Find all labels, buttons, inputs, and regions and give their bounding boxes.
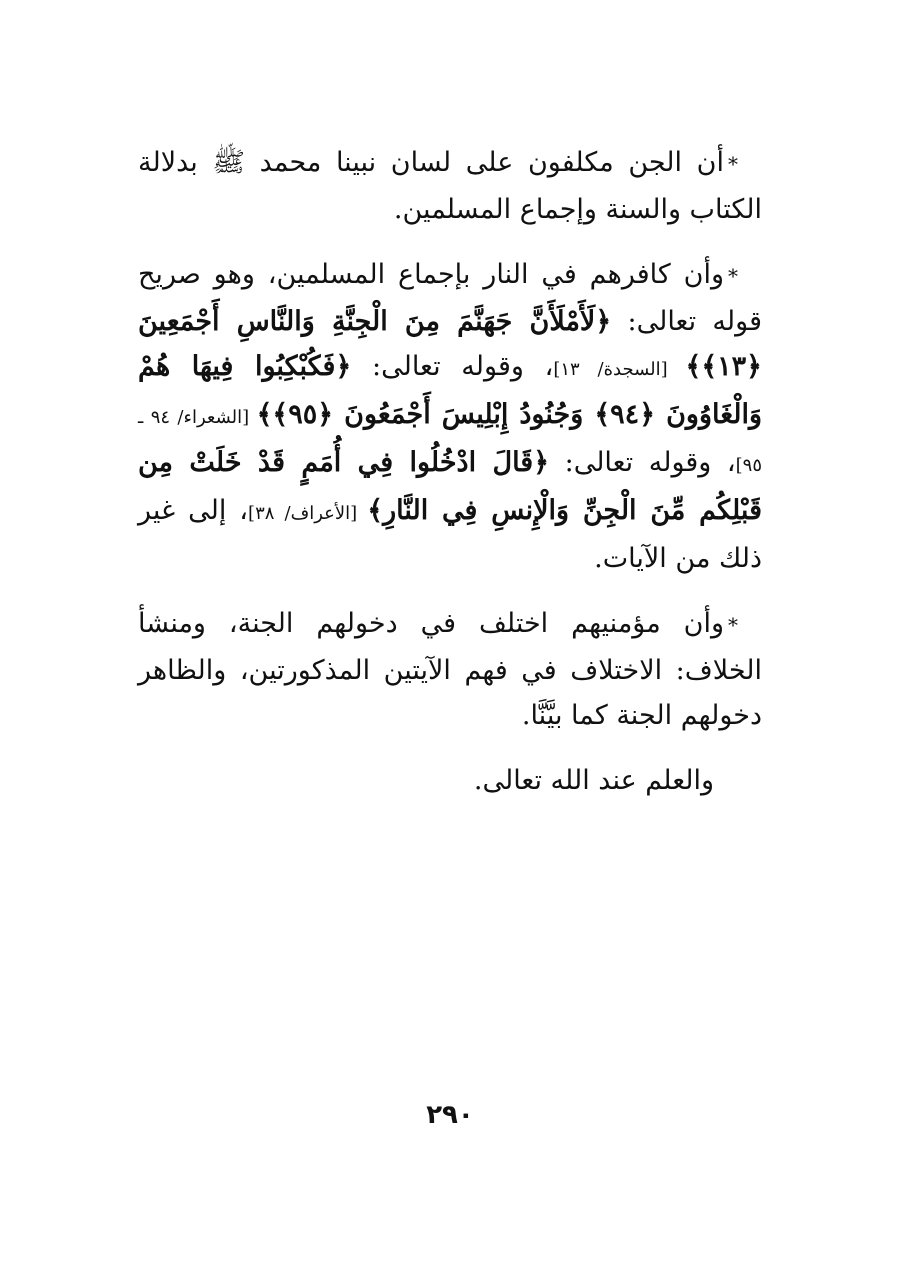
paragraph <box>138 252 762 581</box>
star-bullet-icon: * <box>728 264 738 288</box>
paragraph <box>138 601 762 738</box>
paragraph-text: أن الجن مكلفون على لسان نبينا محمد ﷺ بدلالة الكتاب والسنة وإجماع المسلمين. <box>138 147 762 225</box>
paragraph-text: والعلم عند الله تعالى. <box>473 765 714 796</box>
closing-line <box>138 758 762 803</box>
paragraph-text: ، وقوله تعالى: <box>351 351 554 382</box>
quran-verse: ﴿فَكُبْكِبُوا فِيهَا هُمْ وَالْغَاوُونَ ﴿٩٤﴾ وَجُنُودُ إِبْلِيسَ أَجْمَعُونَ ﴿٩٥﴾﴾ <box>138 351 763 430</box>
verse-reference: [الأعراف/ ٣٨] <box>248 503 368 524</box>
star-bullet-icon: * <box>728 152 738 176</box>
paragraph-text: وأن مؤمنيهم اختلف في دخولهم الجنة، ومنشأ الخلاف: الاختلاف في فهم الآيتين المذكورتين، والظاهر دخولهم الجنة كما بيَّنَّا. <box>138 608 762 731</box>
quran-verse: ﴿قَالَ ادْخُلُوا فِي أُمَمٍ قَدْ خَلَتْ مِن قَبْلِكُم مِّنَ الْجِنِّ وَالْإِنسِ فِي النَّارِ﴾ <box>138 447 762 526</box>
paragraph-text: وأن كافرهم في النار بإجماع المسلمين، وهو صريح قوله تعالى: <box>138 259 762 337</box>
verse-reference: [الشعراء/ ٩٤ ـ ٩٥] <box>138 407 762 476</box>
verse-reference: [السجدة/ ١٣] <box>553 359 686 380</box>
page-number: ٢٩٠ <box>426 1100 474 1130</box>
page-body <box>138 140 762 823</box>
paragraph-text: ، وقوله تعالى: <box>549 447 736 478</box>
paragraph <box>138 140 762 232</box>
star-bullet-icon: * <box>728 613 738 637</box>
paragraph-text: ، إلى غير ذلك من الآيات. <box>138 495 762 574</box>
quran-verse: ﴿لَأَمْلَأَنَّ جَهَنَّمَ مِنَ الْجِنَّةِ وَالنَّاسِ أَجْمَعِينَ ﴿١٣﴾﴾ <box>138 306 762 382</box>
